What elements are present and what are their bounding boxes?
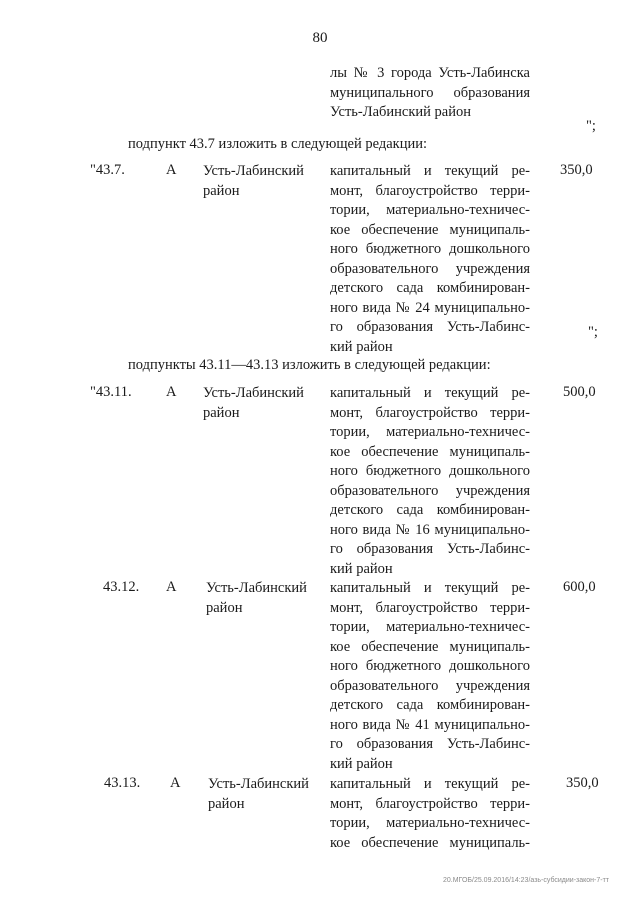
closing-quote: "; <box>588 324 598 340</box>
row-district: Усть-Лабинский район <box>208 776 309 812</box>
row-description: капитальный и текущий ре- монт, благоустройство терри- тории, материально-техничес- кое обеспечение муниципаль- ного бюджетного дошкольного образовательного учреждения детского сада комбинирован- ного вида № 41 муниципально- го образования Усть-Лабинс- кий район <box>330 580 530 772</box>
row-category: А <box>166 384 177 400</box>
continuation-line: лы № 3 города Усть-Лабинска <box>330 65 530 81</box>
continuation-line: Усть-Лабинский район <box>330 104 471 120</box>
instruction-paragraph: подпункты 43.11—43.13 изложить в следующей редакции: <box>128 357 491 373</box>
row-number: "43.7. <box>90 162 125 178</box>
page-number: 80 <box>312 30 328 46</box>
row-district: Усть-Лабинский район <box>206 580 307 616</box>
continuation-line: муниципального образования <box>330 84 530 101</box>
row-district: Усть-Лабинский район <box>203 385 304 421</box>
row-category: А <box>170 775 181 791</box>
row-category: А <box>166 162 177 178</box>
row-district: Усть-Лабинский район <box>203 163 304 199</box>
row-category: А <box>166 579 177 595</box>
row-amount: 500,0 <box>563 384 596 400</box>
row-amount: 600,0 <box>563 579 596 595</box>
row-amount: 350,0 <box>560 162 593 178</box>
row-description: капитальный и текущий ре- монт, благоустройство терри- тории, материально-техничес- кое обеспечение муниципаль- ного бюджетного дошкольного образовательного учреждения детского сада комбинирован- ного вида № 24 муниципально- го образования Усть-Лабинс- кий район <box>330 163 530 355</box>
closing-quote: "; <box>586 118 596 134</box>
row-number: 43.12. <box>103 579 140 595</box>
instruction-paragraph: подпункт 43.7 изложить в следующей редакции: <box>128 136 428 152</box>
row-amount: 350,0 <box>566 775 599 791</box>
continuation-text <box>330 64 530 123</box>
row-description: капитальный и текущий ре- монт, благоустройство терри- тории, материально-техничес- кое обеспечение муниципаль- ного бюджетного дошкольного образовательного учреждения детского сада комбинирован- ного вида № 16 муниципально- го образования Усть-Лабинс- кий район <box>330 385 530 577</box>
row-number: "43.11. <box>90 384 132 400</box>
row-description: капитальный и текущий ре- монт, благоустройство терри- тории, материально-техничес- кое обеспечение муниципаль- <box>330 776 530 851</box>
file-footer: 20.МГОБ/25.09.2016/14:23/азь-субсидии-закон-7-тт <box>443 877 610 884</box>
row-number: 43.13. <box>104 775 141 791</box>
